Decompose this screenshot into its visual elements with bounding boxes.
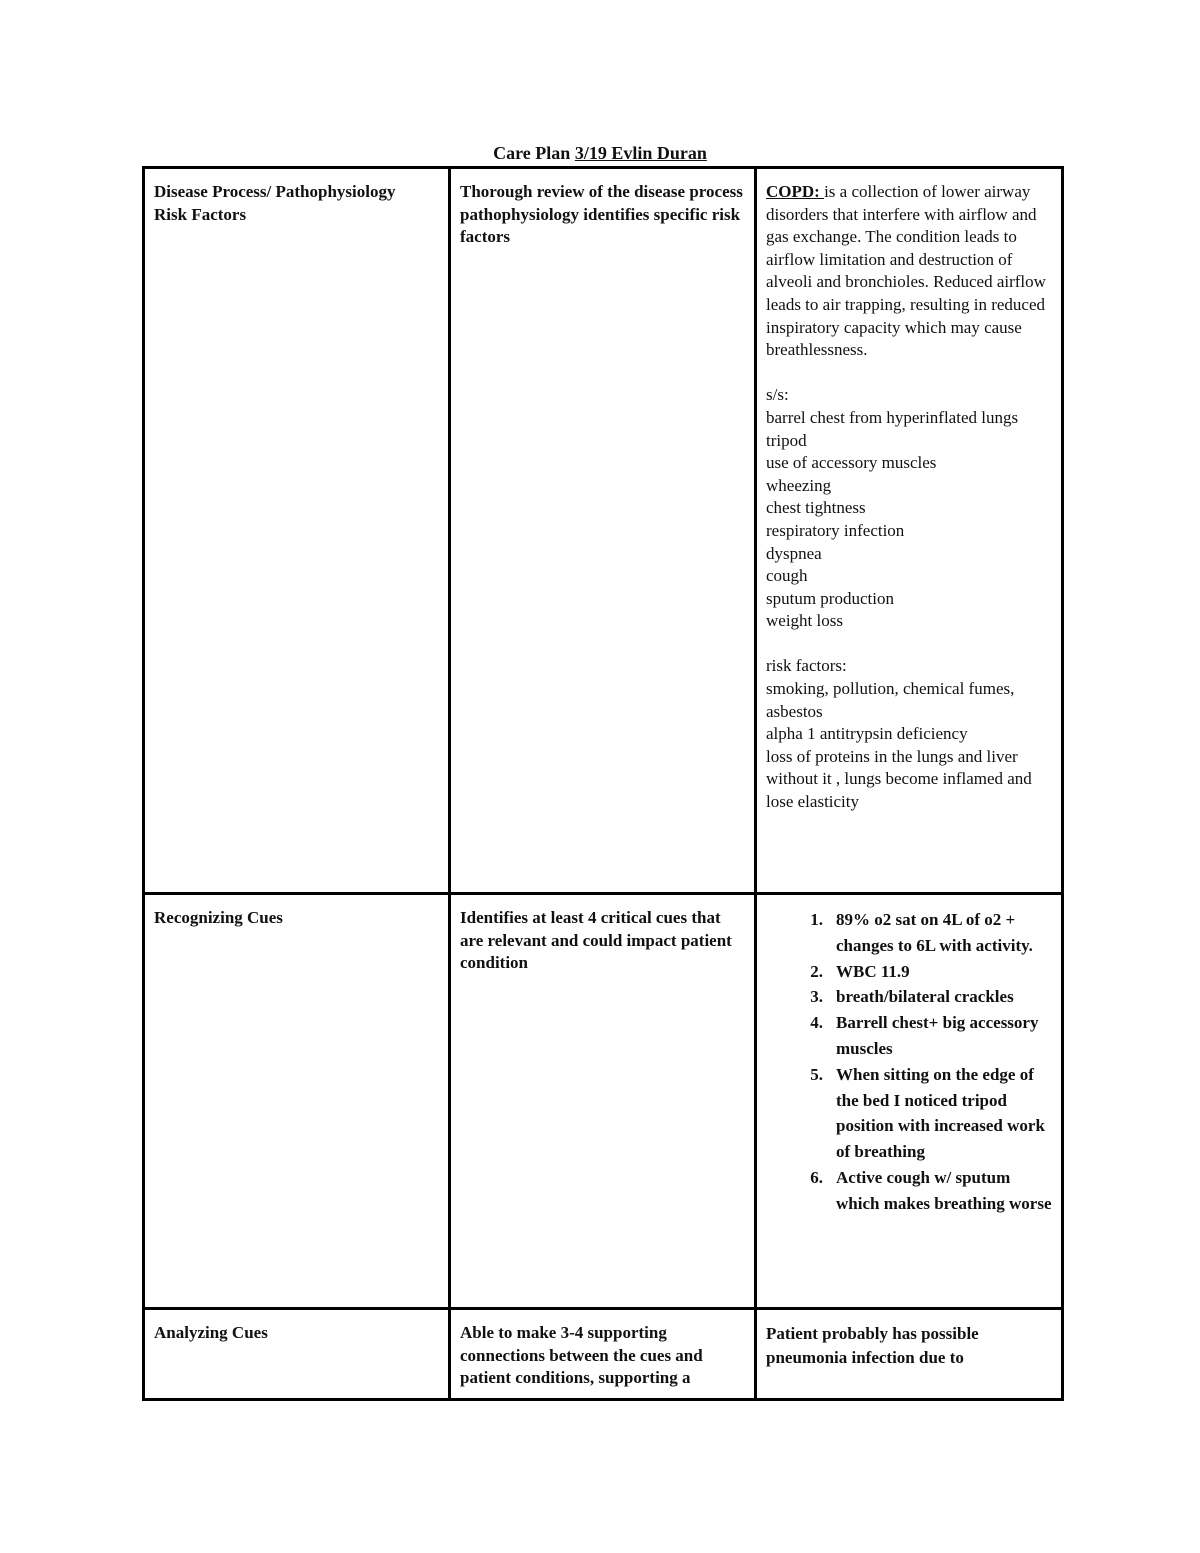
- criteria-text: Thorough review of the disease process pathophysiology identifies specific risk factors: [460, 182, 743, 247]
- row-label: Recognizing Cues: [154, 908, 283, 927]
- ss-item: wheezing: [766, 475, 832, 495]
- table-row-analyzing-cues: [144, 1309, 1063, 1400]
- ss-item: sputum production: [766, 588, 894, 608]
- analysis-text: Patient probably has possible pneumonia infection due to: [766, 1324, 979, 1367]
- criteria-cell: [450, 894, 756, 1309]
- row-label: Analyzing Cues: [154, 1323, 268, 1342]
- risk-heading: risk factors:: [766, 656, 847, 676]
- criteria-text: Able to make 3-4 supporting connections between the cues and patient conditions, supporting a: [460, 1323, 703, 1388]
- cue-number: 4.: [810, 1013, 823, 1033]
- risk-item: smoking, pollution, chemical fumes, asbestos: [766, 679, 1015, 721]
- cue-number: 3.: [810, 987, 823, 1007]
- cue-number: 6.: [810, 1167, 823, 1187]
- ss-item: respiratory infection: [766, 520, 905, 540]
- criteria-text: Identifies at least 4 critical cues that are relevant and could impact patient condition: [460, 908, 732, 973]
- cue-text: Active cough w/ sputum which makes breathing worse: [836, 1167, 1052, 1213]
- cue-number: 2.: [810, 961, 823, 981]
- criteria-cell: [450, 168, 756, 894]
- list-item: [766, 907, 1053, 959]
- copd-label: COPD:: [766, 182, 825, 201]
- list-item: [766, 1165, 1053, 1217]
- cue-number: 1.: [810, 910, 823, 929]
- title-date-name: 3/19 Evlin Duran: [574, 143, 707, 163]
- cue-list: [766, 907, 1053, 1217]
- cue-text: WBC 11.9: [836, 961, 910, 981]
- row-label-line: Risk Factors: [154, 204, 247, 224]
- response-cell: [756, 1309, 1063, 1400]
- cue-text: breath/bilateral crackles: [836, 987, 1014, 1007]
- risk-item: loss of proteins in the lungs and liver: [766, 746, 1018, 766]
- risk-item: without it , lungs become inflamed and lose elasticity: [766, 769, 1032, 812]
- cue-text: 89% o2 sat on 4L of o2 + changes to 6L with activity.: [836, 910, 1033, 955]
- care-plan-table: [142, 166, 1064, 1401]
- list-item: [766, 1062, 1053, 1165]
- table-row-disease-process: [144, 168, 1063, 894]
- list-item: [766, 959, 1053, 985]
- ss-item: cough: [766, 566, 808, 586]
- row-label-line: Disease Process/ Pathophysiology: [154, 182, 396, 201]
- ss-item: barrel chest from hyperinflated lungs: [766, 407, 1019, 427]
- ss-item: use of accessory muscles: [766, 453, 937, 473]
- response-cell: [756, 168, 1063, 894]
- document-title: [0, 141, 1200, 165]
- title-prefix: Care Plan: [493, 143, 575, 163]
- copd-text: is a collection of lower airway disorders that interfere with airflow and gas exchange. The condition leads to airflow limitation and destruction of alveoli and bronchioles. Reduced airflow leads to air trapping, resulting in reduced inspiratory capacity which may cause breathlessness.: [766, 182, 1046, 360]
- ss-heading: s/s:: [766, 385, 789, 405]
- cue-text: Barrell chest+ big accessory muscles: [836, 1013, 1039, 1058]
- ss-item: tripod: [766, 430, 807, 450]
- ss-item: chest tightness: [766, 498, 866, 518]
- row-label-cell: [144, 894, 450, 1309]
- table-row-recognizing-cues: [144, 894, 1063, 1309]
- row-label-cell: [144, 1309, 450, 1400]
- ss-item: dyspnea: [766, 543, 822, 563]
- list-item: [766, 984, 1053, 1010]
- cue-number: 5.: [810, 1064, 823, 1084]
- list-item: [766, 1010, 1053, 1062]
- cue-text: When sitting on the edge of the bed I noticed tripod position with increased work of breathing: [836, 1064, 1045, 1162]
- risk-item: alpha 1 antitrypsin deficiency: [766, 724, 968, 744]
- copd-paragraph: [766, 181, 1053, 362]
- row-label-cell: [144, 168, 450, 894]
- criteria-cell: [450, 1309, 756, 1400]
- ss-item: weight loss: [766, 611, 843, 631]
- response-cell: [756, 894, 1063, 1309]
